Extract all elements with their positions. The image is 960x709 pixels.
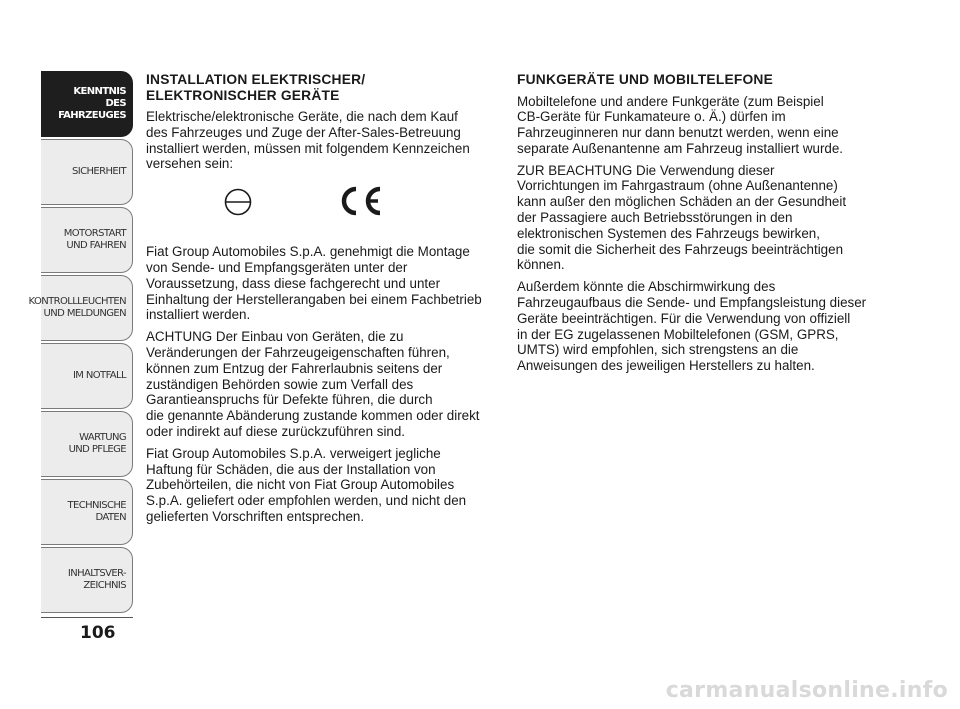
tab-kenntnis-des-fahrzeuges[interactable]: KENNTNIS DES FAHRZEUGES: [41, 71, 133, 137]
tab-wartung-und-pflege[interactable]: WARTUNG UND PFLEGE: [41, 411, 133, 477]
radio-phones-heading: FUNKGERÄTE UND MOBILTELEFONE: [517, 72, 773, 87]
right-column: [517, 72, 883, 380]
ce-mark-icon: [334, 182, 386, 220]
installation-liability: Fiat Group Automobiles S.p.A. verweigert jegliche Haftung für Schäden, die aus der Installation von Zubehörteilen, die nicht von Fiat Group Automobiles S.p.A. geliefert oder empfohlen werden, und nicht den gelieferten Vorschriften entsprechen.: [146, 445, 467, 524]
radio-phones-shielding: Außerdem könnte die Abschirmwirkung des Fahrzeugaufbaus die Sende- und Empfangsleistung dieser Geräte beeinträchtigen. Für die Verwendung von offiziell in der EG zugelassenen Mobiltelefonen (GSM, GPRS, UMTS) wird empfohlen, sich strengstens an die Anweisungen des jeweiligen Herstellers zu halten.: [517, 279, 867, 374]
watermark: carmanualsonline.info: [665, 678, 948, 703]
tab-im-notfall[interactable]: IM NOTFALL: [41, 343, 133, 409]
tab-inhaltsverzeichnis[interactable]: INHALTSVER- ZEICHNIS: [41, 547, 133, 613]
installation-approval: Fiat Group Automobiles S.p.A. genehmigt die Montage von Sende- und Empfangsgeräten unter der Voraussetzung, dass diese fachgerecht und unter Einhaltung der Herstellerangaben bei einem Fachbetrieb installiert werden.: [146, 244, 482, 323]
e-mark-icon: [222, 186, 254, 218]
tab-motorstart-und-fahren[interactable]: MOTORSTART UND FAHREN: [41, 207, 133, 273]
tab-kontrollleuchten-und-meldungen[interactable]: KONTROLLLEUCHTEN UND MELDUNGEN: [41, 275, 133, 341]
tab-sicherheit[interactable]: SICHERHEIT: [41, 139, 133, 205]
chapter-tabs: [28, 71, 133, 615]
certification-symbols: [146, 178, 498, 238]
radio-phones-intro: Mobiltelefone und andere Funkgeräte (zum Beispiel CB-Geräte für Funkamateure o. Ä.) dürfen im Fahrzeuginneren nur dann benutzt werden, wenn eine separate Außenantenne am Fahrzeug installiert wurde.: [517, 93, 844, 156]
left-column: [146, 72, 498, 531]
installation-heading: INSTALLATION ELEKTRISCHER/ ELEKTRONISCHER GERÄTE: [146, 72, 366, 103]
radio-phones-note: ZUR BEACHTUNG Die Verwendung dieser Vorrichtungen im Fahrgastraum (ohne Außenantenne) kann außer den möglichen Schäden an der Gesundheit der Passagiere auch Betriebsstörungen in den elektronischen Systemen des Fahrzeugs bewirken, die somit die Sicherheit des Fahrzeugs beeinträchtigen können.: [517, 162, 847, 273]
page-number: 106: [80, 623, 116, 643]
sidebar-divider: [41, 617, 133, 618]
installation-intro: Elektrische/elektronische Geräte, die nach dem Kauf des Fahrzeuges und Zuge der After-Sales-Betreuung installiert werden, müssen mit folgendem Kennzeichen versehen sein:: [146, 109, 470, 172]
installation-warning: ACHTUNG Der Einbau von Geräten, die zu Veränderungen der Fahrzeugeigenschaften führen, können zum Entzug der Fahrerlaubnis seitens der zuständigen Behörden sowie zum Verfall des Garantieanspruchs für Defekte führen, die durch die genannte Abänderung zustande kommen oder direkt oder indirekt auf diese zurückzuführen sind.: [146, 329, 480, 439]
tab-technische-daten[interactable]: TECHNISCHE DATEN: [41, 479, 133, 545]
